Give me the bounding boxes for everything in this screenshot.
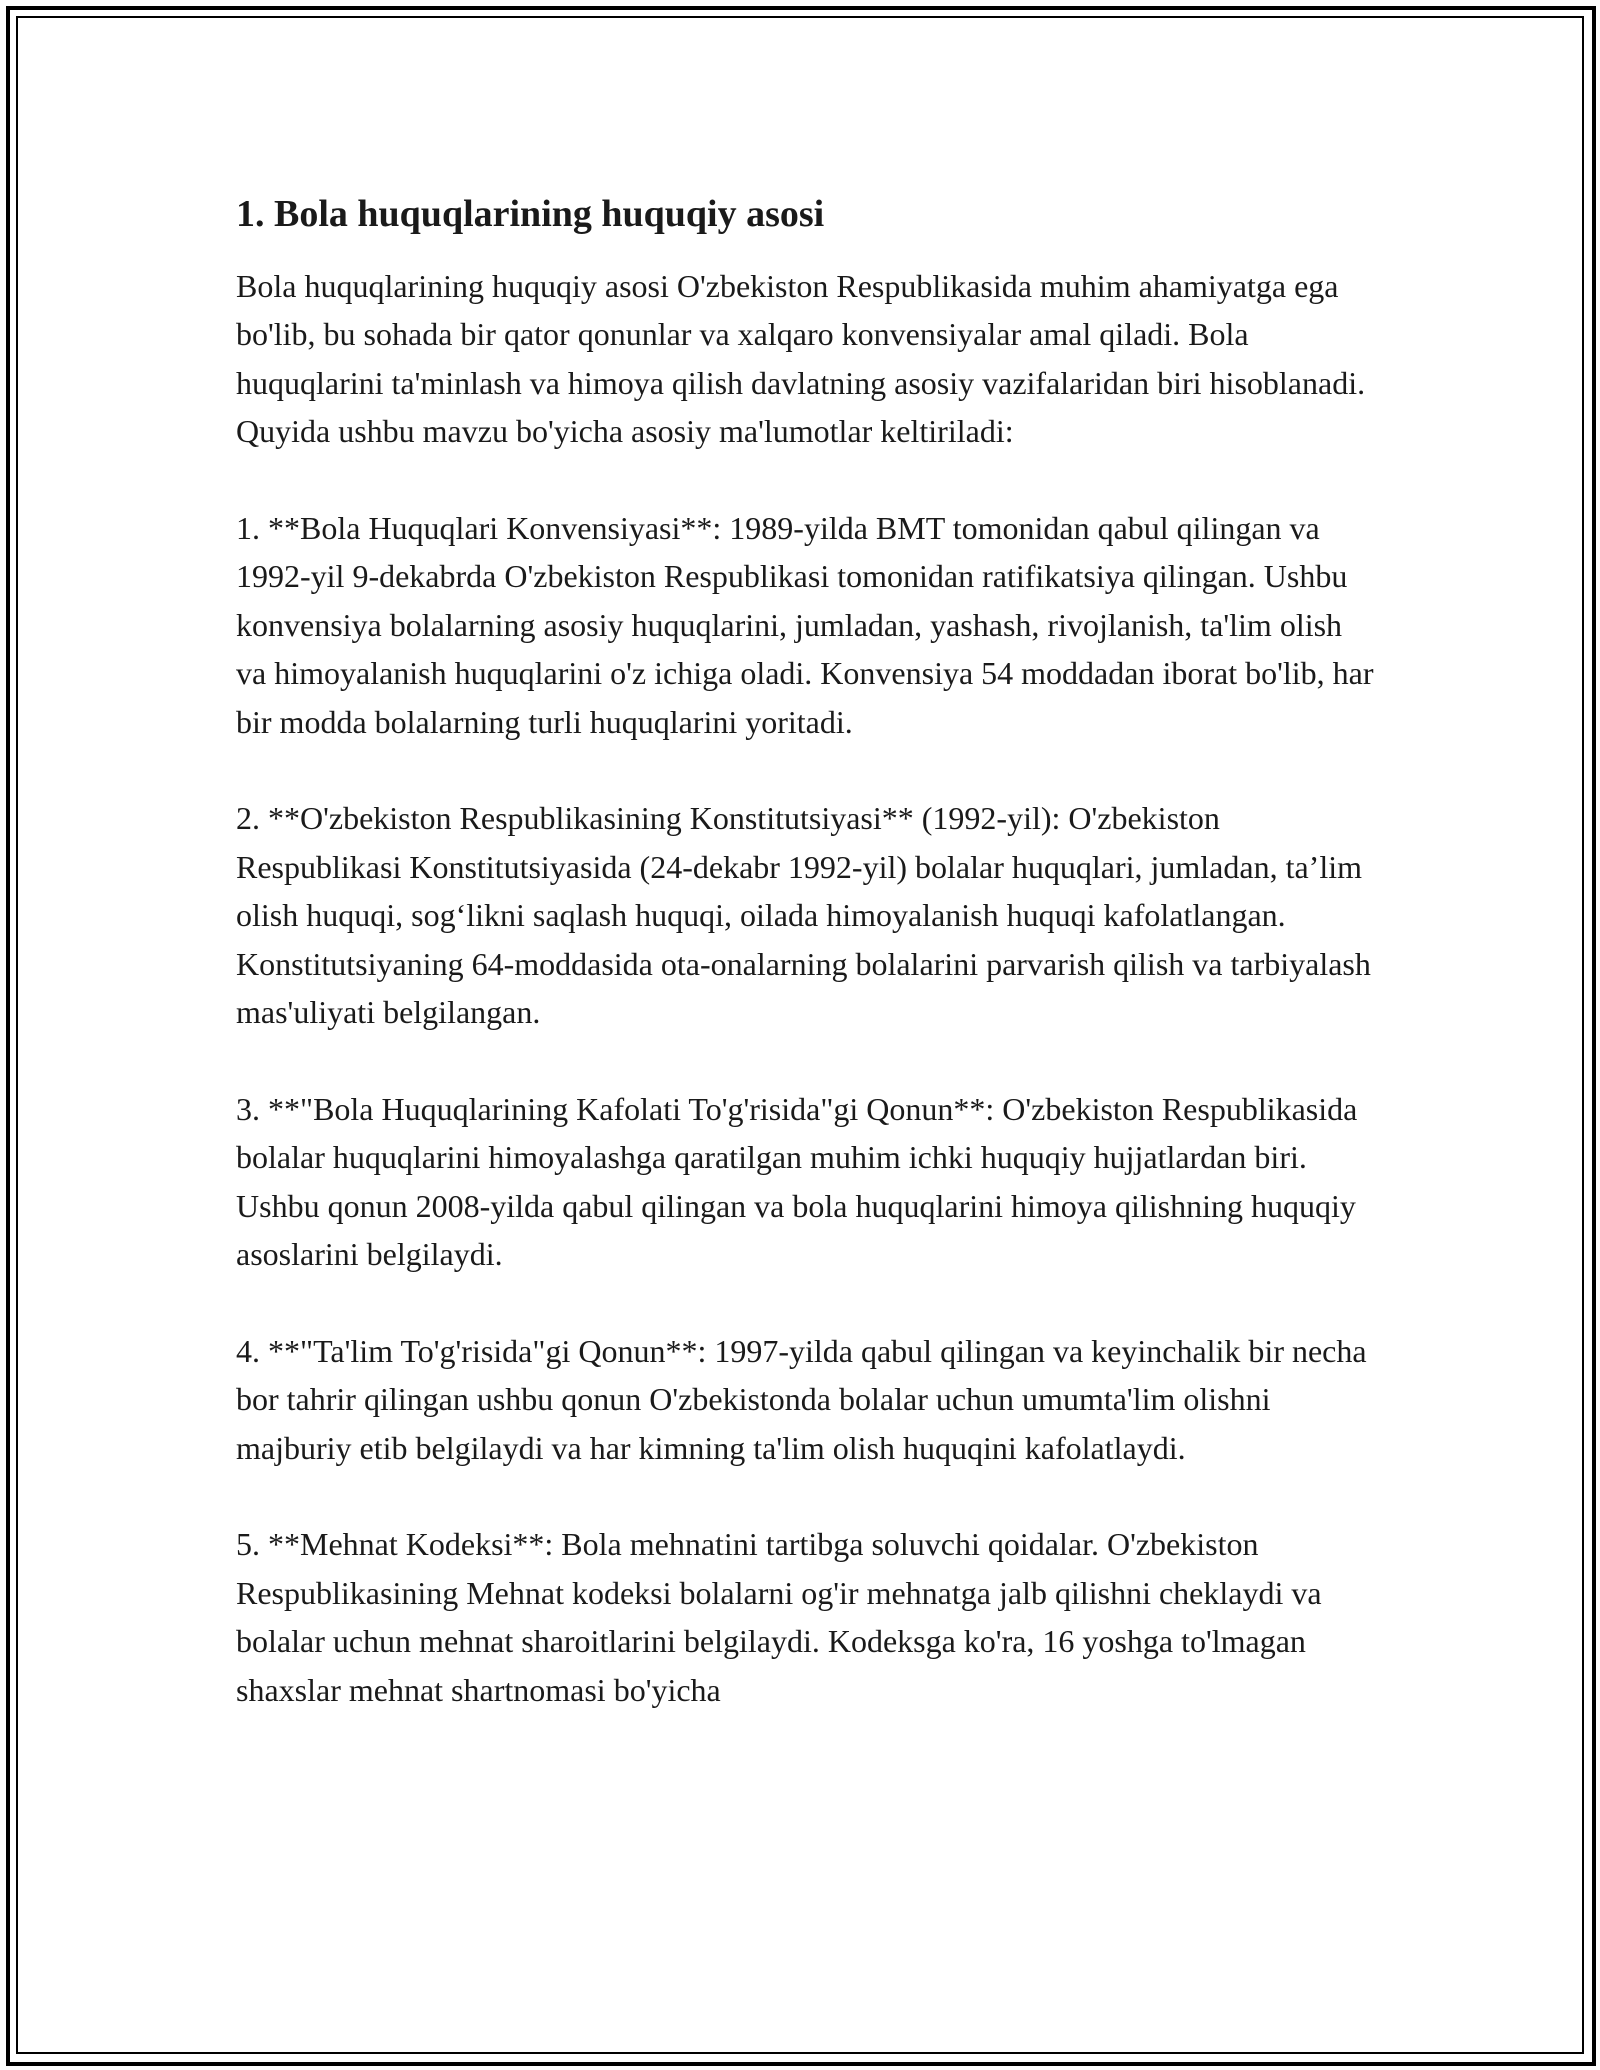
list-item-constitution: 2. **O'zbekiston Respublikasining Konstitutsiyasi** (1992-yil): O'zbekiston Respublikasi Konstitutsiyasida (24-dekabr 1992-yil) bolalar huquqlari, jumladan, ta’lim olish huquqi, sog‘likni saqlash huquqi, oilada himoyalanish huquqi kafolatlangan. Konstitutsiyaning 64-moddasida ota-onalarning bolalarini parvarish qilish va tarbiyalash mas'uliyati belgilangan. xyxy=(236,800,1371,1031)
list-item-labor-code: 5. **Mehnat Kodeksi**: Bola mehnatini tartibga soluvchi qoidalar. O'zbekiston Respublikasining Mehnat kodeksi bolalarni og'ir mehnatga jalb qilishni cheklaydi va bolalar uchun mehnat sharoitlarini belgilaydi. Kodeksga ko'ra, 16 yoshga to'lmagan shaxslar mehnat shartnomasi bo'yicha xyxy=(236,1526,1322,1708)
list-item-education-law: 4. **"Ta'lim To'g'risida"gi Qonun**: 1997-yilda qabul qilingan va keyinchalik bir necha bor tahrir qilingan ushbu qonun O'zbekistonda bolalar uchun umumta'lim olishni majburiy etib belgilaydi va har kimning ta'lim olish huquqini kafolatlaydi. xyxy=(236,1332,1367,1466)
list-item-convention: 1. **Bola Huquqlari Konvensiyasi**: 1989-yilda BMT tomonidan qabul qilingan va 1992-yil 9-dekabrda O'zbekiston Respublikasi tomonidan ratifikatsiya qilingan. Ushbu konvensiya bolalarning asosiy huquqlarini, jumladan, yashash, rivojlanish, ta'lim olish va himoyalanish huquqlarini o'z ichiga oladi. Konvensiya 54 moddadan iborat bo'lib, har bir modda bolalarning turli huquqlarini yoritadi. xyxy=(236,510,1374,740)
section-heading: 1. Bola huquqlarining huquqiy asosi xyxy=(236,193,825,235)
document-body xyxy=(236,188,1376,1763)
intro-paragraph: Bola huquqlarining huquqiy asosi O'zbekiston Respublikasida muhim ahamiyatga ega bo'lib, bu sohada bir qator qonunlar va xalqaro konvensiyalar amal qiladi. Bola huquqlarini ta'minlash va himoya qilish davlatning asosiy vazifalaridan biri hisoblanadi. Quyida ushbu mavzu bo'yicha asosiy ma'lumotlar keltiriladi: xyxy=(236,268,1366,450)
list-item-child-rights-law: 3. **"Bola Huquqlarining Kafolati To'g'risida"gi Qonun**: O'zbekiston Respublikasida bolalar huquqlarini himoyalashga qaratilgan muhim ichki huquqiy hujjatlardan biri. Ushbu qonun 2008-yilda qabul qilingan va bola huquqlarini himoya qilishning huquqiy asoslarini belgilaydi. xyxy=(236,1090,1358,1273)
